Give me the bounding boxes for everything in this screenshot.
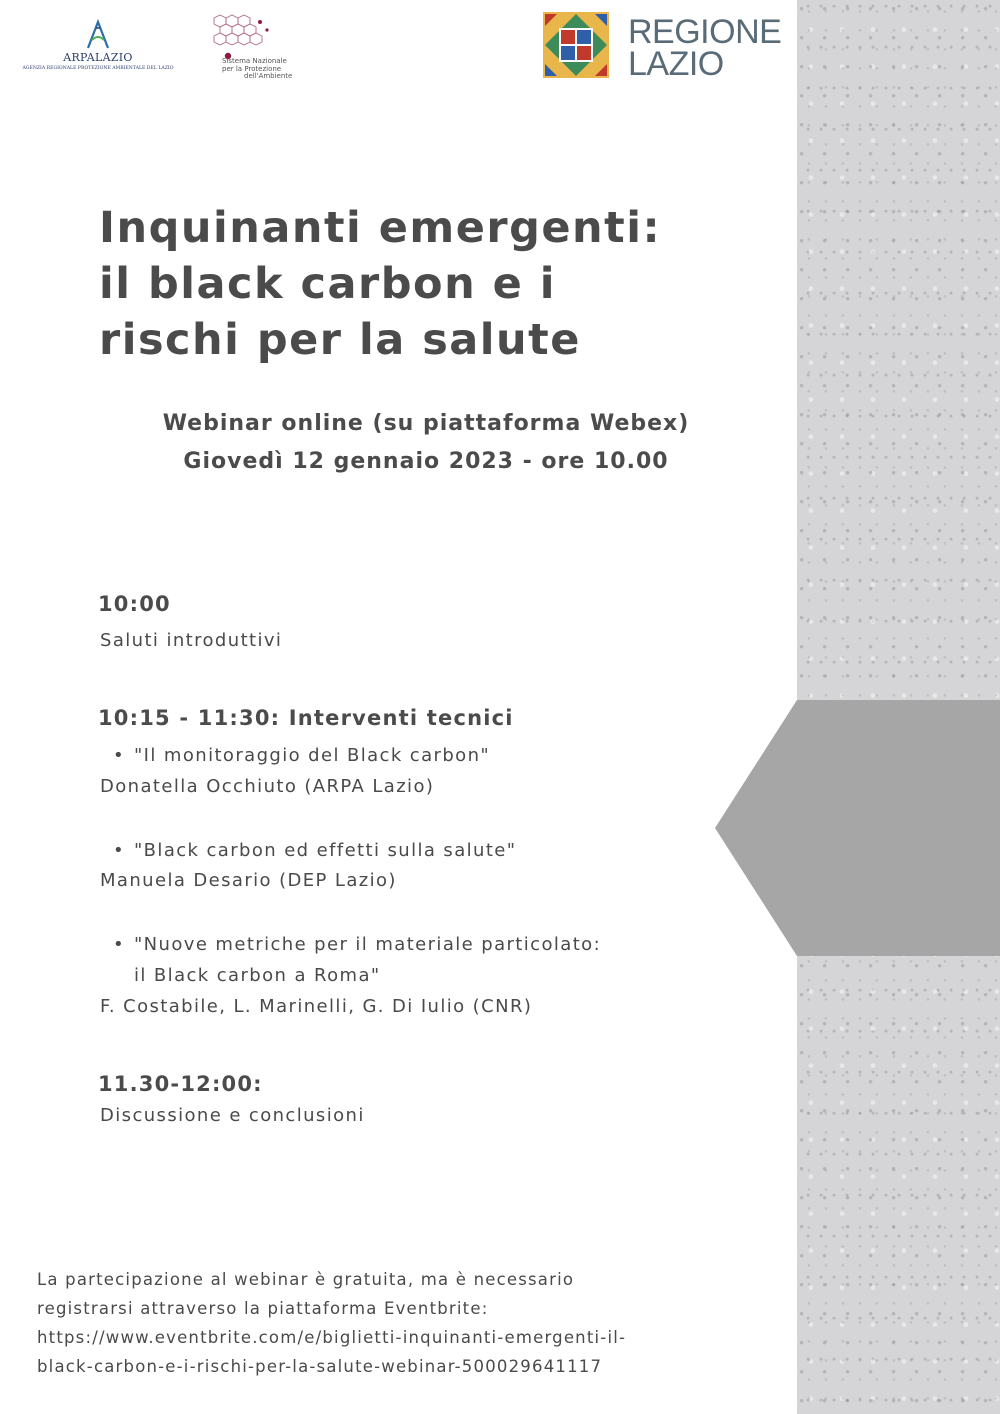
slot2-time: 10:15 - 11:30: Interventi tecnici (98, 706, 514, 730)
event-title (99, 200, 779, 368)
talk-3-title-line-2: il Black carbon a Roma" (134, 965, 381, 986)
arpa-mountain-icon (80, 18, 116, 50)
snpa-line-3: dell'Ambiente (244, 72, 293, 80)
title-line-2: il black carbon e i (99, 259, 557, 309)
talk-1-speaker: Donatella Occhiuto (ARPA Lazio) (100, 776, 435, 797)
snpa-hexagon-icon (204, 12, 274, 62)
subtitle-date: Giovedì 12 gennaio 2023 - ore 10.00 (183, 449, 669, 474)
footer-line-2: registrarsi attraverso la piattaforma Eventbrite: (37, 1299, 489, 1318)
arpa-lazio-logo (18, 18, 178, 78)
regione-lazio-logo (541, 10, 791, 82)
arpa-name: ARPALAZIO (63, 51, 133, 64)
title-line-3: rischi per la salute (99, 315, 581, 365)
grey-arrow-shape (715, 700, 1000, 956)
snpa-line-1: Sistema Nazionale (222, 57, 287, 65)
regione-line-1: REGIONE (628, 13, 782, 51)
eventbrite-link-line-1[interactable]: https://www.eventbrite.com/e/biglietti-inquinanti-emergenti-il- (37, 1328, 627, 1347)
talk-2-speaker: Manuela Desario (DEP Lazio) (100, 870, 397, 891)
event-subtitle (100, 405, 752, 481)
slot3-time: 11.30-12:00: (98, 1072, 263, 1096)
talk-1-title (113, 740, 490, 771)
slot1-time: 10:00 (98, 592, 171, 616)
slot1-description: Saluti introduttivi (100, 630, 283, 651)
talk-3-speaker: F. Costabile, L. Marinelli, G. Di Iulio (CNR) (100, 996, 533, 1017)
talk-3-title-line-1: "Nuove metriche per il materiale particolato: (134, 934, 602, 955)
snpa-logo (204, 12, 314, 82)
regione-line-2: LAZIO (628, 45, 724, 83)
title-line-1: Inquinanti emergenti: (99, 203, 662, 253)
regione-name (628, 13, 782, 83)
registration-note (37, 1265, 757, 1381)
talk-2-title (113, 835, 516, 866)
regione-crest-icon (541, 10, 611, 80)
slot3-description: Discussione e conclusioni (100, 1105, 365, 1126)
talk-2-title-text: "Black carbon ed effetti sulla salute" (134, 840, 517, 861)
arpa-subtitle: AGENZIA REGIONALE PROTEZIONE AMBIENTALE DEL LAZIO (22, 66, 174, 71)
talk-1-title-text: "Il monitoraggio del Black carbon" (134, 745, 491, 766)
eventbrite-link-line-2[interactable]: black-carbon-e-i-rischi-per-la-salute-webinar-500029641117 (37, 1357, 603, 1376)
snpa-name (222, 58, 312, 81)
footer-line-1: La partecipazione al webinar è gratuita, ma è necessario (37, 1270, 575, 1289)
snpa-line-2: per la Protezione (222, 64, 282, 73)
talk-3-title (113, 929, 601, 991)
subtitle-platform: Webinar online (su piattaforma Webex) (162, 411, 690, 436)
bullet-icon: • (113, 934, 126, 955)
bullet-icon: • (113, 840, 126, 861)
bullet-icon: • (113, 745, 126, 766)
